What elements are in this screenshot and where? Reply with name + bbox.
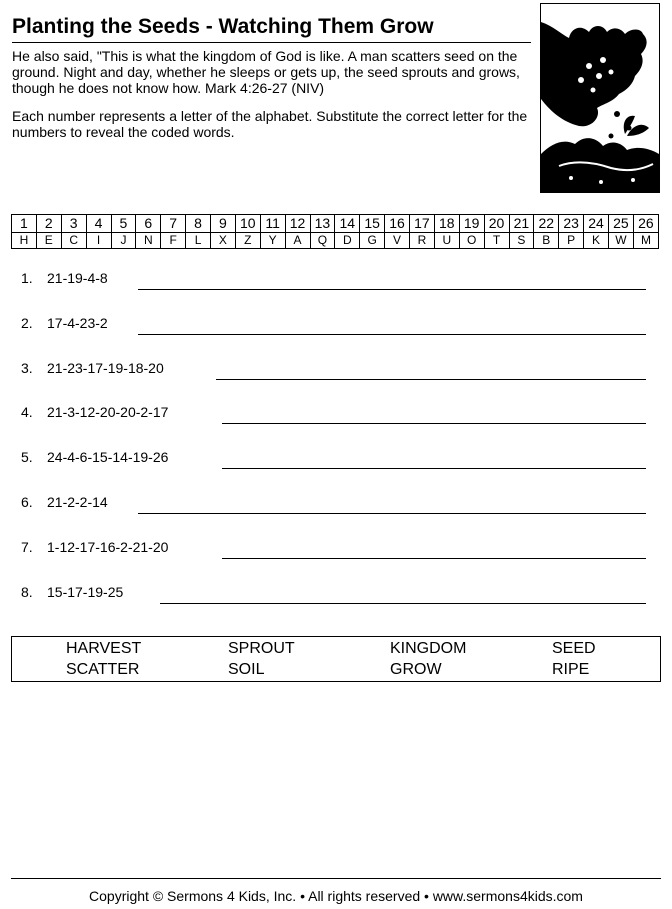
- footer-copyright: Copyright © Sermons 4 Kids, Inc. • All rights reserved • www.sermons4kids.com: [11, 878, 661, 905]
- code-key-number: 22: [534, 215, 559, 233]
- word-bank-word: SCATTER: [66, 661, 140, 678]
- puzzle-code: 21-19-4-8: [47, 270, 108, 286]
- answer-line[interactable]: [138, 289, 646, 290]
- code-key-number: 19: [459, 215, 484, 233]
- puzzle-code: 24-4-6-15-14-19-26: [47, 449, 169, 466]
- code-key-letter: K: [584, 233, 609, 249]
- code-key-letter: P: [559, 233, 584, 249]
- code-key-number: 18: [434, 215, 459, 233]
- code-key-letter: F: [161, 233, 186, 249]
- word-bank-word: RIPE: [552, 661, 590, 678]
- puzzle-row: [0, 537, 660, 561]
- word-bank-word: SEED: [552, 640, 596, 657]
- puzzle-code: 17-4-23-2: [47, 314, 108, 331]
- code-key-number: 4: [86, 215, 111, 233]
- puzzle-number: 5.: [21, 449, 33, 466]
- puzzle-row: [0, 313, 660, 337]
- code-key-letter: O: [459, 233, 484, 249]
- code-key-letter: A: [285, 233, 310, 249]
- puzzle-code: 15-17-19-25: [47, 583, 124, 600]
- word-bank-word: HARVEST: [66, 640, 142, 657]
- code-key-number: 12: [285, 215, 310, 233]
- code-key-letter: R: [410, 233, 435, 249]
- puzzle-row: [0, 492, 660, 516]
- puzzle-number: 6.: [21, 494, 33, 510]
- code-key-number: 5: [111, 215, 136, 233]
- code-key-letter: T: [484, 233, 509, 249]
- code-key-letter: S: [509, 233, 534, 249]
- code-key-letter: Q: [310, 233, 335, 249]
- code-key-number: 14: [335, 215, 360, 233]
- word-bank-word: KINGDOM: [390, 640, 467, 657]
- code-key-letter: L: [186, 233, 211, 249]
- puzzle-number: 8.: [21, 583, 33, 600]
- code-key-letter: I: [86, 233, 111, 249]
- code-key-number: 6: [136, 215, 161, 233]
- code-key-number: 24: [584, 215, 609, 233]
- answer-line[interactable]: [222, 468, 646, 469]
- code-key-letter: Y: [260, 233, 285, 249]
- code-key-letter: M: [633, 233, 658, 249]
- puzzle-row: [0, 447, 660, 471]
- code-key-table: [11, 214, 659, 249]
- code-key-number: 2: [36, 215, 61, 233]
- answer-line[interactable]: [222, 423, 646, 424]
- code-key-letter: Z: [235, 233, 260, 249]
- code-key-number: 13: [310, 215, 335, 233]
- code-key-number: 20: [484, 215, 509, 233]
- word-bank: [11, 636, 661, 682]
- scripture-verse: He also said, "This is what the kingdom of God is like. A man scatters seed on the ground. Night and day, whether he sleeps or gets up, the seed sprouts and grows, though he does not know how. Mark 4:26-27 (NIV): [12, 48, 520, 96]
- code-key-letter: C: [61, 233, 86, 249]
- code-key-letter: W: [609, 233, 634, 249]
- puzzle-code: 1-12-17-16-2-21-20: [47, 538, 169, 555]
- puzzle-code: 21-3-12-20-20-2-17: [47, 404, 169, 421]
- code-key-letter: N: [136, 233, 161, 249]
- code-key-number: 26: [633, 215, 658, 233]
- puzzle-number: 4.: [21, 404, 33, 421]
- word-bank-word: SPROUT: [228, 640, 295, 657]
- code-key-number: 16: [385, 215, 410, 233]
- code-key-letter: E: [36, 233, 61, 249]
- answer-line[interactable]: [160, 603, 646, 604]
- answer-line[interactable]: [222, 558, 646, 559]
- code-key-letter: X: [211, 233, 236, 249]
- puzzle-number: 7.: [21, 538, 33, 555]
- puzzle-row: [0, 268, 660, 292]
- code-key-letter: J: [111, 233, 136, 249]
- page-title: Planting the Seeds - Watching Them Grow: [12, 14, 531, 43]
- hand-sowing-seeds-icon: [541, 4, 659, 192]
- hand-sowing-seeds-illustration: [540, 3, 660, 193]
- code-key-number: 15: [360, 215, 385, 233]
- code-key-number: 3: [61, 215, 86, 233]
- puzzle-number: 3.: [21, 359, 33, 376]
- code-key-number: 11: [260, 215, 285, 233]
- code-key-letter: G: [360, 233, 385, 249]
- code-key-number: 23: [559, 215, 584, 233]
- code-key-number: 10: [235, 215, 260, 233]
- code-key-number: 25: [609, 215, 634, 233]
- code-key-number: 17: [410, 215, 435, 233]
- code-key-numbers-row: [12, 215, 659, 233]
- code-key-letter: V: [385, 233, 410, 249]
- code-key-letter: B: [534, 233, 559, 249]
- code-key-number: 7: [161, 215, 186, 233]
- code-key-letter: D: [335, 233, 360, 249]
- code-key-letters-row: [12, 233, 659, 249]
- code-key-letter: U: [434, 233, 459, 249]
- code-key-number: 21: [509, 215, 534, 233]
- code-key-letter: H: [12, 233, 37, 249]
- puzzle-row: [0, 582, 660, 606]
- puzzle-code: 21-23-17-19-18-20: [47, 359, 164, 376]
- code-key-number: 8: [186, 215, 211, 233]
- puzzle-number: 1.: [21, 270, 33, 286]
- code-key-number: 9: [211, 215, 236, 233]
- puzzle-number: 2.: [21, 314, 33, 331]
- puzzle-row: [0, 402, 660, 426]
- word-bank-word: GROW: [390, 661, 442, 678]
- word-bank-word: SOIL: [228, 661, 265, 678]
- answer-line[interactable]: [216, 379, 646, 380]
- answer-line[interactable]: [138, 334, 646, 335]
- instructions: Each number represents a letter of the alphabet. Substitute the correct letter for the numbers to reveal the coded words.: [12, 108, 528, 140]
- answer-line[interactable]: [138, 513, 646, 514]
- puzzle-code: 21-2-2-14: [47, 494, 108, 510]
- puzzle-row: [0, 358, 660, 382]
- code-key-number: 1: [12, 215, 37, 233]
